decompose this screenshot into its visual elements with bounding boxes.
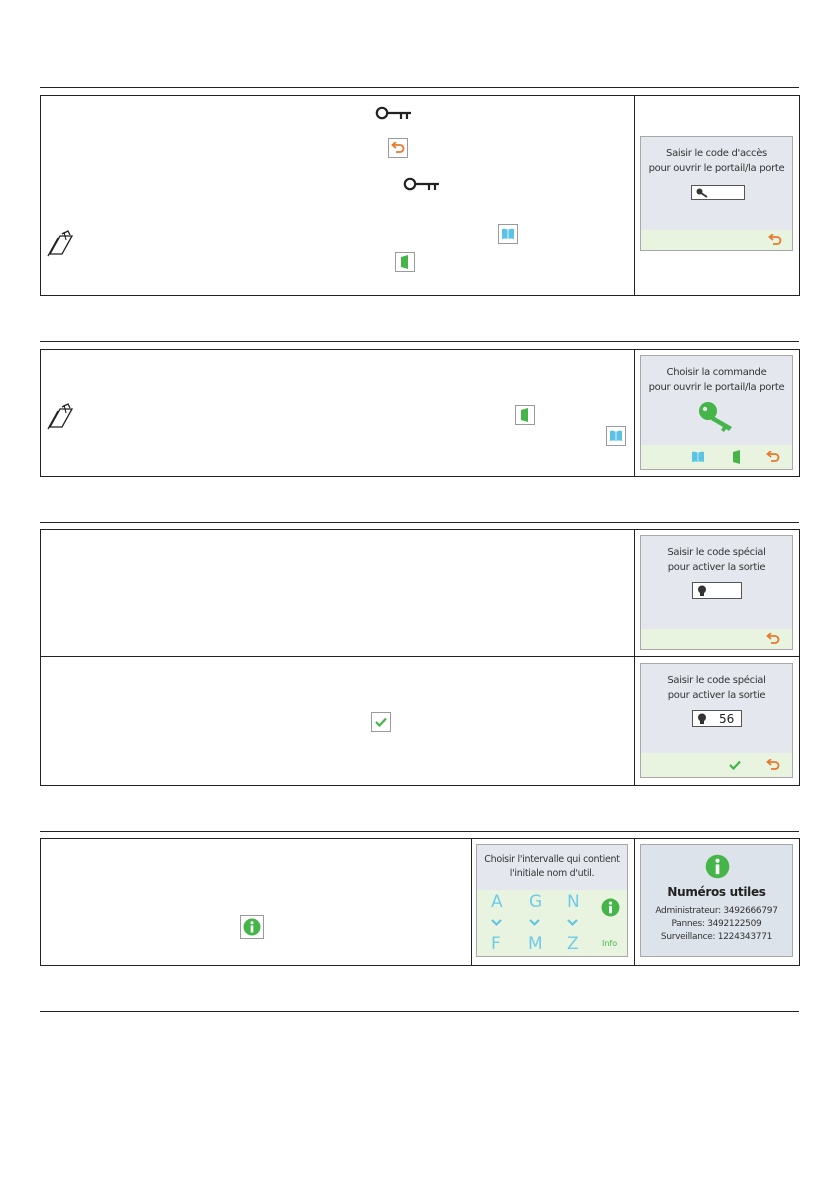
useful-numbers-title: Numéros utiles <box>667 885 766 899</box>
screen-footer <box>641 629 792 649</box>
key-icon <box>696 188 708 198</box>
check-icon-box <box>371 712 391 732</box>
info-icon <box>243 918 261 936</box>
section-rule-3 <box>40 522 799 523</box>
chevron-down-icon <box>491 919 502 926</box>
info-icon <box>705 854 730 879</box>
info-label[interactable]: Info <box>602 939 618 948</box>
screen-special-code-empty <box>640 535 793 650</box>
screen-footer <box>641 445 792 469</box>
screen-line-1: Saisir le code spécial <box>667 675 766 686</box>
back-arrow-icon[interactable] <box>766 759 780 771</box>
useful-number-row: Pannes: 3492122509 <box>671 919 762 929</box>
screen-line-2: l'initiale nom d'util. <box>509 868 595 879</box>
screen-line-2: pour activer la sortie <box>667 690 766 701</box>
back-button-icon-box <box>388 138 408 158</box>
back-arrow-icon <box>391 142 405 154</box>
range-end-m[interactable]: M <box>528 934 543 954</box>
chevron-down-icon <box>567 919 578 926</box>
back-arrow-icon[interactable] <box>766 451 780 463</box>
screen-line-1: Saisir le code spécial <box>667 547 766 558</box>
book-icon <box>609 430 623 442</box>
screen-special-code-filled <box>640 663 793 778</box>
info-icon[interactable] <box>601 898 620 917</box>
useful-number-row: Surveillance: 1224343771 <box>660 932 773 942</box>
screen-line-1: Choisir la commande <box>666 367 767 378</box>
info-icon-box <box>240 915 264 939</box>
back-arrow-icon[interactable] <box>766 633 780 645</box>
door-icon-box <box>395 252 415 272</box>
book-icon[interactable] <box>691 451 705 463</box>
book-icon-box <box>498 224 518 244</box>
bulb-icon <box>697 585 707 597</box>
special-code-input[interactable] <box>692 710 742 727</box>
screen-access-code <box>640 136 793 251</box>
door-icon-box <box>515 405 535 425</box>
screen-footer <box>641 753 792 777</box>
screen-line-1: Choisir l'intervalle qui contient <box>484 854 620 865</box>
door-icon <box>520 408 530 422</box>
screen-line-2: pour ouvrir le portail/la porte <box>648 382 785 393</box>
check-icon <box>375 717 387 727</box>
note-icon <box>46 230 76 258</box>
range-end-f[interactable]: F <box>491 934 501 954</box>
range-end-z[interactable]: Z <box>567 934 579 954</box>
range-start-g[interactable]: G <box>529 892 543 912</box>
useful-number-row: Administrateur: 3492666797 <box>655 906 778 916</box>
book-icon <box>501 228 515 240</box>
special-code-value: 56 <box>719 711 735 726</box>
screen-useful-numbers <box>640 844 793 957</box>
range-start-n[interactable]: N <box>567 892 580 912</box>
note-icon <box>46 403 76 431</box>
section-rule-1 <box>40 87 799 88</box>
section-rule-4 <box>40 831 799 832</box>
back-arrow-icon[interactable] <box>768 234 782 246</box>
section-rule-2 <box>40 341 799 342</box>
special-code-input[interactable] <box>692 582 742 599</box>
screen-line-2: pour activer la sortie <box>667 562 766 573</box>
range-start-a[interactable]: A <box>491 892 503 912</box>
book-icon-box <box>606 426 626 446</box>
key-icon <box>403 176 441 192</box>
access-code-input[interactable] <box>691 185 745 200</box>
screen-line-2: pour ouvrir le portail/la porte <box>648 163 785 174</box>
screen-directory <box>476 844 628 957</box>
section-rule-5 <box>40 1011 799 1012</box>
screen-footer <box>641 230 792 250</box>
chevron-down-icon <box>529 919 540 926</box>
directory-body <box>477 890 627 956</box>
door-icon[interactable] <box>732 450 742 464</box>
check-icon[interactable] <box>729 760 741 770</box>
door-icon <box>400 255 410 269</box>
screen-choose-command <box>640 355 793 470</box>
screen-line-1: Saisir le code d'accès <box>666 148 767 159</box>
key-icon <box>375 105 413 121</box>
key-icon[interactable] <box>698 401 738 433</box>
bulb-icon <box>697 713 707 725</box>
